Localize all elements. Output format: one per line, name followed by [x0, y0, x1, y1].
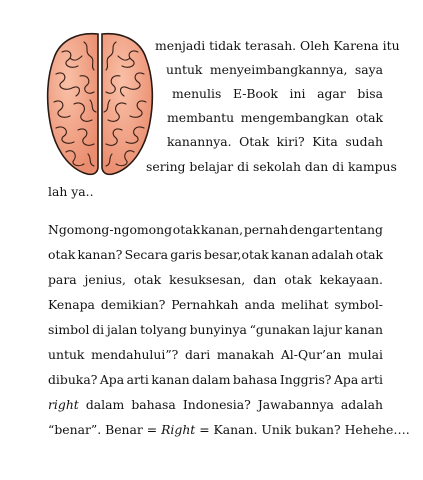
word: tolyang — [140, 322, 187, 337]
intro-line-4 — [167, 110, 383, 126]
para2-line-8 — [48, 397, 383, 413]
word: Pernahkah — [171, 297, 239, 312]
word: Apa — [333, 372, 359, 387]
intro-line-1: menjadi tidak terasah. Oleh Karena itu — [155, 38, 400, 53]
word: pernah — [243, 222, 289, 237]
word: sudah — [345, 134, 383, 149]
word: Jawabannya — [257, 397, 334, 412]
word: di — [92, 322, 105, 337]
word: adalah — [340, 397, 383, 412]
word: kanan — [151, 372, 190, 387]
word: ini — [289, 86, 306, 101]
intro-line-2 — [166, 62, 383, 78]
word: mulai — [347, 347, 383, 362]
italic-word-right: right — [48, 397, 79, 412]
word: menyeimbangkannya, — [209, 62, 348, 77]
para2-line-3 — [48, 272, 383, 288]
word: Kenapa — [48, 297, 95, 312]
word: otak — [355, 247, 383, 262]
para2-line-6 — [48, 347, 383, 363]
text-run: “benar”. Benar = — [48, 422, 162, 437]
word: adalah — [311, 247, 354, 262]
word: kanan — [271, 247, 310, 262]
word: kanan? — [77, 247, 123, 262]
word: demikian? — [100, 297, 166, 312]
word: dibuka? — [48, 372, 98, 387]
word: dengar — [289, 222, 334, 237]
word: otak — [172, 222, 201, 237]
word: Apa — [99, 372, 125, 387]
para2-line-4 — [48, 297, 383, 313]
para2-line-2 — [48, 247, 383, 263]
word: dan — [253, 272, 277, 287]
para2-line-1 — [48, 222, 383, 238]
word: E-Book — [232, 86, 278, 101]
word: Secara — [124, 247, 169, 262]
word: tentang — [334, 222, 383, 237]
italic-word-right-cap: Right — [161, 422, 196, 437]
word: “gunakan — [249, 322, 311, 337]
word: arti — [126, 372, 149, 387]
word: para — [48, 272, 77, 287]
word: Al-Qur’an — [280, 347, 342, 362]
word: otak — [355, 110, 383, 125]
word: bahasa — [131, 397, 176, 412]
word: membantu — [167, 110, 235, 125]
word: simbol — [48, 322, 90, 337]
word: Ngomong-ngomong — [48, 222, 173, 237]
word: otak — [48, 247, 76, 262]
word: bisa — [357, 86, 383, 101]
para2-line-9 — [48, 422, 410, 438]
word: mendahului”? — [91, 347, 179, 362]
word: menulis — [172, 86, 222, 101]
intro-line-7: lah ya.. — [48, 184, 94, 199]
word: lajur — [312, 322, 342, 337]
word: jenius, — [84, 272, 126, 287]
word: kekayaan. — [319, 272, 383, 287]
word: saya — [354, 62, 383, 77]
word: besar,otak — [203, 247, 269, 262]
word: Inggris? — [279, 372, 332, 387]
word: dari — [184, 347, 211, 362]
word: anda — [244, 297, 276, 312]
text-run: = Kanan. Unik bukan? Hehehe…. — [195, 422, 410, 437]
word: jalan — [106, 322, 138, 337]
intro-line-6: sering belajar di sekolah dan di kampus — [146, 159, 397, 174]
word: kanannya. — [167, 134, 232, 149]
word: agar — [317, 86, 346, 101]
word: untuk — [166, 62, 203, 77]
para2-line-7 — [48, 372, 383, 388]
word: kiri? — [276, 134, 305, 149]
word: symbol- — [334, 297, 383, 312]
para2-line-5 — [48, 322, 383, 338]
word: dalam — [85, 397, 125, 412]
word: kanan, — [200, 222, 244, 237]
word: Otak — [239, 134, 270, 149]
word: dalam — [192, 372, 231, 387]
word: Indonesia? — [182, 397, 251, 412]
word: mengembangkan — [240, 110, 349, 125]
intro-line-5 — [167, 134, 383, 150]
word: untuk — [48, 347, 85, 362]
word: Kita — [312, 134, 338, 149]
word: kesuksesan, — [169, 272, 246, 287]
word: arti — [360, 372, 383, 387]
word: bahasa — [232, 372, 278, 387]
word: melihat — [281, 297, 329, 312]
word: garis — [170, 247, 202, 262]
word: manakah — [216, 347, 275, 362]
word: otak — [284, 272, 312, 287]
word: bunyinya — [189, 322, 247, 337]
word: otak — [133, 272, 162, 287]
word: kanan — [344, 322, 383, 337]
intro-line-3 — [172, 86, 383, 102]
brain-illustration-icon — [44, 30, 156, 178]
